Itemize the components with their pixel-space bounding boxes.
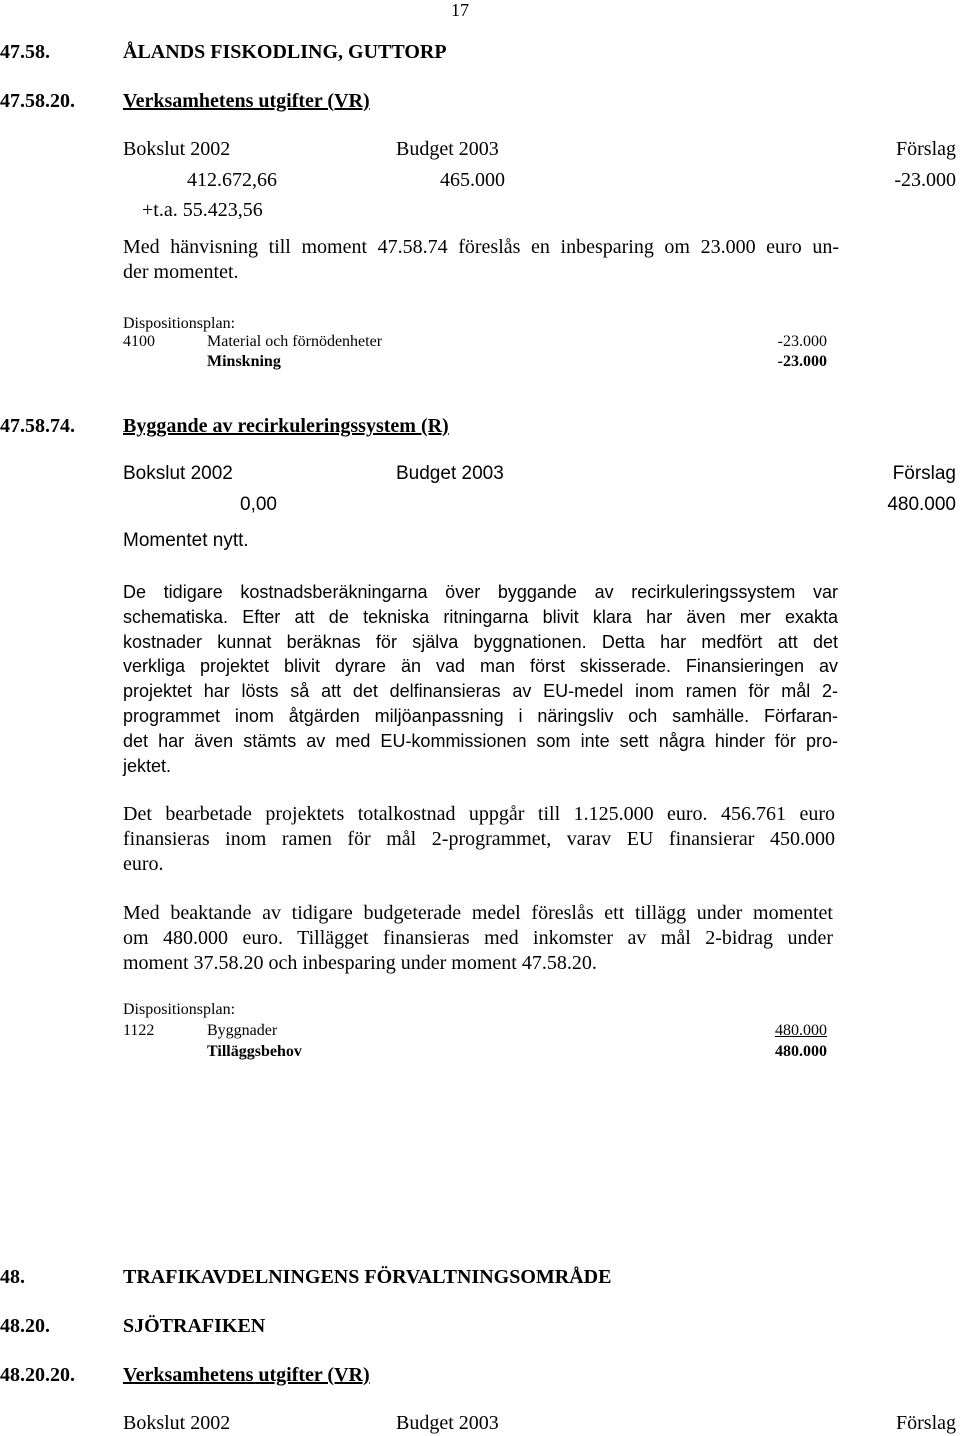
section-number: 47.58. — [0, 41, 50, 63]
paragraph — [123, 580, 838, 778]
section-title: ÅLANDS FISKODLING, GUTTORP — [123, 41, 447, 63]
section-number: 48.20. — [0, 1315, 50, 1337]
paragraph-line: jektet. — [123, 755, 172, 776]
paragraph-line: finansieras inom ramen för mål 2-programmet, varav EU finansierar 450.000 — [123, 827, 835, 850]
paragraph-line: projektet har lösts så att det delfinansieras av EU-medel inom ramen för mål 2- — [123, 681, 838, 702]
section-title: SJÖTRAFIKEN — [123, 1315, 266, 1337]
section-number: 48.20.20. — [0, 1364, 75, 1386]
disposition-total-amount: -23.000 — [777, 353, 827, 370]
section-title: Verksamhetens utgifter (VR) — [123, 1364, 370, 1386]
header-forslag: Förslag — [896, 1412, 956, 1434]
paragraph-line: det har även stämts av med EU-kommissionen som inte sett några hinder för pro- — [123, 730, 838, 751]
header-bokslut: Bokslut 2002 — [123, 463, 233, 484]
section-title: Verksamhetens utgifter (VR) — [123, 90, 370, 112]
section-note: Momentet nytt. — [123, 530, 249, 551]
disposition-label: Dispositionsplan: — [123, 1001, 236, 1018]
header-bokslut: Bokslut 2002 — [123, 138, 231, 160]
page-number: 17 — [451, 0, 469, 20]
header-budget: Budget 2003 — [396, 138, 499, 160]
disposition-total-amount: 480.000 — [775, 1043, 827, 1060]
section-title: Byggande av recirkuleringssystem (R) — [123, 415, 449, 437]
paragraph-line: programmet inom åtgärden miljöanpassning i näringsliv och samhälle. Förfaran- — [123, 705, 838, 726]
header-forslag: Förslag — [892, 463, 956, 484]
paragraph-line: om 480.000 euro. Tillägget finansieras med inkomster av mål 2-bidrag under — [123, 926, 833, 949]
paragraph-line: Det bearbetade projektets totalkostnad uppgår till 1.125.000 euro. 456.761 euro — [123, 803, 835, 825]
section-number: 47.58.74. — [0, 415, 75, 437]
paragraph-line: De tidigare kostnadsberäkningarna över byggande av recirkuleringssystem var — [123, 582, 838, 602]
value-bokslut: 412.672,66 — [187, 169, 277, 191]
header-budget: Budget 2003 — [396, 1412, 499, 1434]
header-budget: Budget 2003 — [396, 463, 504, 484]
paragraph-line: schematiska. Efter att de tekniska ritningarna blivit klara har även mer exakta — [123, 606, 838, 627]
value-budget: 465.000 — [440, 169, 505, 191]
paragraph-line: Med hänvisning till moment 47.58.74 föreslås en inbesparing om 23.000 euro un- — [123, 236, 839, 258]
paragraph-line: Med beaktande av tidigare budgeterade medel föreslås ett tillägg under momentet — [123, 902, 833, 924]
paragraph-line: verkliga projektet blivit dyrare än vad man först skisserade. Finansieringen av — [123, 656, 838, 677]
paragraph — [123, 901, 833, 975]
paragraph-line: moment 37.58.20 och inbesparing under moment 47.58.20. — [123, 951, 597, 974]
paragraph-line: euro. — [123, 852, 164, 875]
disposition-code: 4100 — [123, 333, 155, 350]
section-number: 47.58.20. — [0, 90, 75, 112]
disposition-label: Dispositionsplan: — [123, 315, 236, 332]
disposition-code: 1122 — [123, 1022, 155, 1039]
value-forslag: 480.000 — [887, 494, 956, 515]
section-number: 48. — [0, 1266, 25, 1288]
value-extra: +t.a. 55.423,56 — [142, 199, 263, 221]
header-bokslut: Bokslut 2002 — [123, 1412, 231, 1434]
value-forslag: -23.000 — [894, 169, 956, 191]
section-title: TRAFIKAVDELNINGENS FÖRVALTNINGSOMRÅDE — [123, 1266, 612, 1288]
disposition-total-label: Tilläggsbehov — [207, 1043, 302, 1060]
disposition-text: Material och förnödenheter — [207, 333, 383, 350]
disposition-amount: 480.000 — [775, 1022, 827, 1039]
paragraph — [123, 802, 835, 876]
disposition-total-label: Minskning — [207, 353, 281, 370]
value-bokslut: 0,00 — [240, 494, 277, 515]
paragraph-line: der momentet. — [123, 260, 239, 283]
header-forslag: Förslag — [896, 138, 956, 160]
paragraph-line: kostnader kunnat beräknas för själva byggnationen. Detta har medfört att det — [123, 631, 838, 652]
paragraph — [123, 235, 839, 285]
disposition-text: Byggnader — [207, 1022, 278, 1039]
disposition-amount: -23.000 — [777, 333, 827, 350]
